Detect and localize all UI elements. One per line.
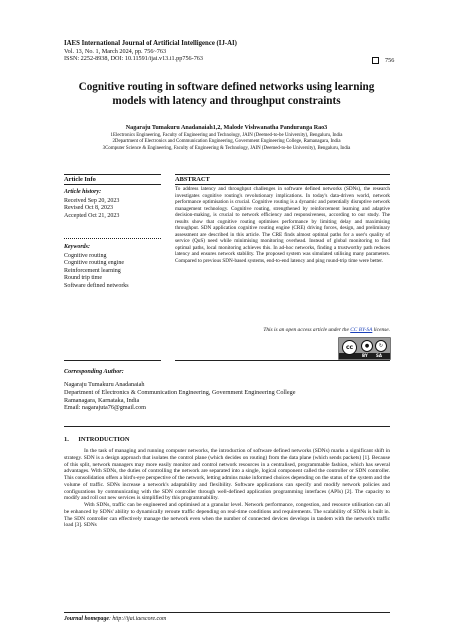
keyword: Cognitive routing <box>64 253 107 259</box>
cc-logo-icon: cc <box>342 340 357 355</box>
footer-divider <box>64 612 390 613</box>
author-name: Nagaraju Tumakuru Anadanaiah <box>64 381 145 388</box>
divider <box>64 238 161 239</box>
divider <box>64 184 161 185</box>
affiliation-2: 2Department of Electronics and Communication Engineering, Government Engineering College, Ramanagara, India <box>112 139 341 145</box>
author-email[interactable]: Email: nagarajuta76@gmail.com <box>64 404 146 412</box>
article-info-heading: Article Info <box>64 176 96 183</box>
person-icon: ● <box>361 340 373 352</box>
abstract-text: To address latency and throughput challenges in software defined networks (SDNs), the research investigates cognitive routing's revolutionary implications. In today's data-driven world, network performance optimisation is crucial. Cognitive routing is a dynamic and potentially disruptive network management technology. Cognitive routing, strengthened by reinforcement learning and adaptive decision-making, is crucial to network efficiency and responsiveness, according to our study. The results show that cognitive routing optimises performance by limiting delay and maximising throughput. SDN application cognitive routing engine (CRE) driving forces, design, and preliminary assessment are described in this article. The CRE finds almost optimal paths for a user's quality of service (QoS) need while minimising monitoring overhead. Instead of global monitoring to find optimal paths, local monitoring achieves this. In ad-hoc networks, finding a trustworthy path reduces latency and ensures network stability. The proposed system was simulated utilising many parameters. Compared to previous SDN-based systems, end-to-end latency and ping round-trip time were better. <box>175 186 390 265</box>
keywords <box>64 244 161 290</box>
revised-date: Revised Oct 8, 2023 <box>64 205 113 212</box>
badge-by-label: BY <box>362 353 368 358</box>
paragraph: With SDNs, traffic can be engineered and optimised at a granular level. Network performance, congestion, and resource utilisation can all be enhanced by SDNs' ability to dynamically reroute traffic depending on real-time conditions and requirements. The scalability of SDNs is built in. The SDN controller can effectively manage the network even when the number of connected devices develops in tandem with the network's traffic load [3]. SDNs <box>64 502 390 529</box>
divider <box>64 426 390 427</box>
square-icon <box>372 57 379 64</box>
keyword: Software defined networks <box>64 282 129 289</box>
issn-line: ISSN: 2252-8938, DOI: 10.11591/ijai.v13.i1.pp756-763 <box>64 55 203 63</box>
journal-header <box>64 40 237 63</box>
affiliations <box>64 133 389 152</box>
introduction-body <box>64 448 390 529</box>
badge-sa-label: SA <box>376 353 382 358</box>
abstract-heading: ABSTRACT <box>175 176 210 183</box>
page-number-block <box>372 57 394 64</box>
homepage-url[interactable]: : http://ijai.iaescore.com <box>108 616 167 622</box>
affiliation-1: 1Electronics Engineering, Faculty of Engineering and Technology, JAIN (Deemed-to-be University), Bengaluru, India <box>110 133 343 138</box>
history-label: Article history: <box>64 189 102 195</box>
license-link[interactable]: CC BY-SA <box>350 327 373 333</box>
license-prefix: This is an open access article under the <box>263 327 351 333</box>
divider <box>175 174 390 175</box>
license-suffix: license. <box>372 327 390 333</box>
accepted-date: Accepted Oct 21, 2023 <box>64 212 120 219</box>
author-list <box>64 125 389 131</box>
keyword: Reinforcement learning <box>64 267 121 274</box>
page-number: 756 <box>385 57 395 64</box>
license-note <box>175 327 390 333</box>
journal-homepage <box>64 616 166 622</box>
received-date: Received Sep 20, 2023 <box>64 198 120 204</box>
journal-name: IAES International Journal of Artificial Intelligence (IJ-AI) <box>64 40 237 47</box>
volume-line: Vol. 13, No. 1, March 2024, pp. 756~763 <box>64 47 167 55</box>
paragraph: In the task of managing and running computer networks, the introduction of software defined networks (SDNs) marks a significant shift in strategy. SDN is a design approach that isolates the control plane (which decides on routing) from the data plane (which sends packets) [1]. Because of this split, network managers may more easily monitor and control network resources in a centralised, programmable fashion, which has several advantages. With SDNs, the duties of controlling the network are separated into a single, logical component called the controller or SDN controller. This consolidation offers a bird's-eye perspective of the network, letting admins make informed choices depending on the status of the system and the volume of traffic. SDNs increase a network's adaptability and flexibility. Software applications can specify and modify network policies and configurations by communicating with the SDN controller through well-defined application programming interfaces (APIs) [2]. The capacity to modify and roll out new services is simplified by this programmability. <box>64 448 390 502</box>
introduction-heading: 1. INTRODUCTION <box>64 436 130 443</box>
cc-by-sa-badge[interactable] <box>338 337 391 360</box>
article-history <box>64 189 161 220</box>
affiliation-3: 3Computer Science & Engineering, Faculty of Engineering & Technology, JAIN (Deemed-to-be University), Bengaluru, India <box>102 145 351 151</box>
corresponding-label: Corresponding Author: <box>64 368 124 375</box>
divider <box>175 184 390 185</box>
divider <box>64 360 161 361</box>
authors: Nagaraju Tumakuru Anadanaiah1,2, Malode Vishwanatha Panduranga Rao3 <box>125 125 328 131</box>
keywords-label: Keywords: <box>64 244 90 250</box>
author-location: Ramanagara, Karnataka, India <box>64 396 140 404</box>
keyword: Cognitive routing engine <box>64 260 124 267</box>
homepage-label: Journal homepage <box>64 616 109 622</box>
divider <box>64 174 161 175</box>
keyword: Round trip time <box>64 275 102 282</box>
corresponding-author <box>64 368 295 412</box>
divider <box>175 360 390 361</box>
author-department: Department of Electronics & Communication Engineering, Government Engineering College <box>64 388 296 396</box>
paper-title: Cognitive routing in software defined networks using learning models with latency and throughput constraints <box>78 81 375 107</box>
share-alike-icon: ↻ <box>375 340 387 352</box>
